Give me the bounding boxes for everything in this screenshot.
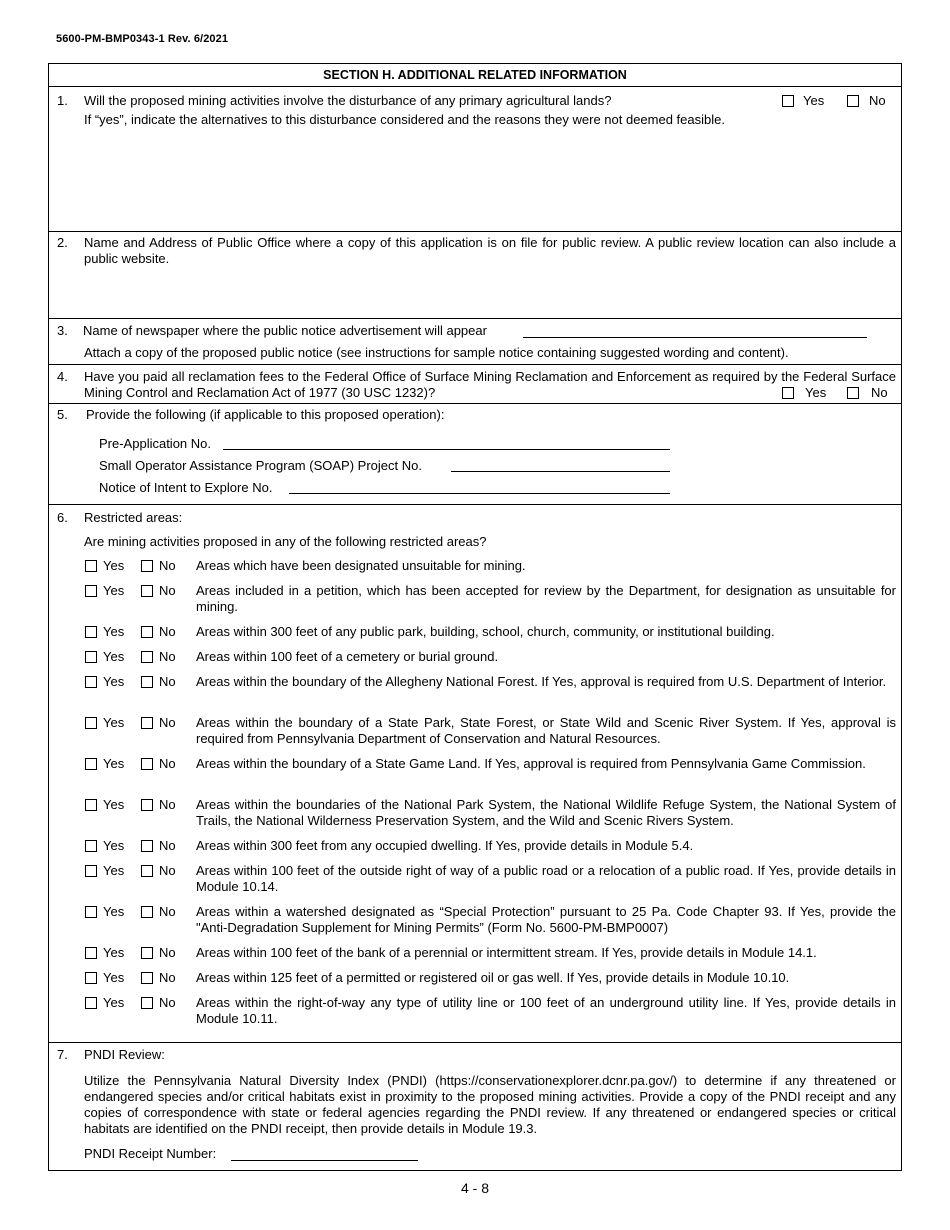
restricted-area-yes-checkbox[interactable]: [85, 972, 97, 984]
restricted-area-yes-checkbox[interactable]: [85, 560, 97, 572]
restricted-area-no-checkbox[interactable]: [141, 799, 153, 811]
restricted-area-no-checkbox[interactable]: [141, 865, 153, 877]
restricted-area-yes-label: Yes: [103, 583, 125, 598]
q5-number: 5.: [57, 407, 68, 422]
divider: [49, 364, 901, 365]
restricted-area-no-label: No: [159, 649, 176, 664]
q7-number: 7.: [57, 1047, 68, 1062]
q2-number: 2.: [57, 235, 68, 250]
q1-no-checkbox[interactable]: [847, 95, 859, 107]
restricted-area-yes-no: [85, 995, 193, 1011]
restricted-area-no-checkbox[interactable]: [141, 758, 153, 770]
divider: [49, 1042, 901, 1043]
pre-application-label: Pre-Application No.: [99, 436, 211, 451]
q4-number: 4.: [57, 369, 68, 384]
restricted-area-no-checkbox[interactable]: [141, 717, 153, 729]
restricted-area-yes-checkbox[interactable]: [85, 865, 97, 877]
page-number: 4 - 8: [460, 1180, 489, 1196]
notice-of-intent-field[interactable]: [289, 493, 670, 494]
q3-subtext: Attach a copy of the proposed public notice (see instructions for sample notice containing suggested wording and content).: [84, 345, 789, 360]
restricted-area-yes-label: Yes: [103, 674, 125, 689]
pndi-receipt-label: PNDI Receipt Number:: [84, 1146, 217, 1161]
divider: [49, 318, 901, 319]
q1-number: 1.: [57, 93, 68, 108]
restricted-area-yes-checkbox[interactable]: [85, 947, 97, 959]
restricted-area-yes-no: [85, 970, 193, 986]
restricted-area-yes-label: Yes: [103, 558, 125, 573]
restricted-area-yes-no: [85, 624, 193, 640]
restricted-area-yes-checkbox[interactable]: [85, 626, 97, 638]
restricted-area-yes-no: [85, 715, 193, 731]
restricted-area-text: Areas which have been designated unsuitable for mining.: [196, 558, 526, 573]
restricted-area-yes-checkbox[interactable]: [85, 906, 97, 918]
restricted-area-no-checkbox[interactable]: [141, 840, 153, 852]
restricted-area-yes-no: [85, 649, 193, 665]
restricted-area-no-checkbox[interactable]: [141, 585, 153, 597]
q1-text: Will the proposed mining activities involve the disturbance of any primary agricultural lands?: [84, 93, 612, 108]
restricted-area-text: Areas within the boundary of a State Game Land. If Yes, approval is required from Pennsylvania Game Commission.: [196, 756, 866, 771]
q4-text: Have you paid all reclamation fees to the Federal Office of Surface Mining Reclamation and Enforcement as required by the Federal Surface Mining Control and Reclamation Act of 1977 (30 USC 1232)?: [84, 369, 896, 400]
restricted-area-no-label: No: [159, 970, 176, 985]
q4-no-label: No: [869, 385, 892, 401]
restricted-area-yes-no: [85, 797, 193, 813]
restricted-area-yes-no: [85, 558, 193, 574]
notice-of-intent-label: Notice of Intent to Explore No.: [99, 480, 273, 495]
restricted-area-no-label: No: [159, 674, 176, 689]
restricted-area-yes-checkbox[interactable]: [85, 585, 97, 597]
restricted-area-yes-label: Yes: [103, 995, 125, 1010]
restricted-area-no-label: No: [159, 945, 176, 960]
restricted-area-yes-no: [85, 863, 193, 879]
restricted-area-text: Areas within 300 feet of any public park, building, school, church, community, or institutional building.: [196, 624, 775, 639]
q4-no-checkbox[interactable]: [847, 387, 859, 399]
section-h-frame: [48, 63, 902, 1171]
q7-text: Utilize the Pennsylvania Natural Diversity Index (PNDI) (https://conservationexplorer.dcnr.pa.gov/) to determine if any threatened or endangered species and/or critical habitats exist in proximity to the proposed mining activities. Provide a copy of the PNDI receipt and any copies of correspondence with state or federal agencies regarding the PNDI review. If any threatened or endangered species or critical habitats are identified on the PNDI receipt, then provide details in Module 19.3.: [84, 1073, 896, 1136]
section-title: SECTION H. ADDITIONAL RELATED INFORMATION: [49, 64, 901, 87]
restricted-area-no-label: No: [159, 838, 176, 853]
q4-yes-checkbox[interactable]: [782, 387, 794, 399]
restricted-area-text: Areas within the boundary of the Allegheny National Forest. If Yes, approval is required from U.S. Department of Interior.: [196, 674, 887, 689]
restricted-area-yes-label: Yes: [103, 624, 125, 639]
restricted-area-no-label: No: [159, 715, 176, 730]
restricted-area-yes-no: [85, 838, 193, 854]
q3-text: Name of newspaper where the public notice advertisement will appear: [83, 323, 487, 338]
restricted-area-yes-label: Yes: [103, 797, 125, 812]
restricted-area-no-label: No: [159, 995, 176, 1010]
restricted-area-yes-label: Yes: [103, 863, 125, 878]
q2-text: Name and Address of Public Office where a copy of this application is on file for public review. A public review location can also include a public website.: [84, 235, 896, 266]
restricted-area-no-label: No: [159, 797, 176, 812]
restricted-area-text: Areas within the boundaries of the National Park System, the National Wildlife Refuge System, the National System of Trails, the National Wilderness Preservation System, and the Wild and Scenic Rivers System.: [196, 797, 896, 828]
restricted-area-no-checkbox[interactable]: [141, 947, 153, 959]
divider: [49, 231, 901, 232]
restricted-area-text: Areas within 100 feet of a cemetery or burial ground.: [196, 649, 499, 664]
newspaper-name-field[interactable]: [523, 337, 867, 338]
q1-answer-area[interactable]: [57, 132, 893, 228]
restricted-area-text: Areas within 300 feet from any occupied dwelling. If Yes, provide details in Module 5.4.: [196, 838, 694, 853]
restricted-area-no-label: No: [159, 624, 176, 639]
soap-project-label: Small Operator Assistance Program (SOAP) Project No.: [99, 458, 422, 473]
restricted-area-yes-no: [85, 583, 193, 599]
restricted-area-yes-checkbox[interactable]: [85, 758, 97, 770]
q1-yes-label: Yes: [803, 93, 825, 108]
restricted-area-yes-label: Yes: [103, 970, 125, 985]
restricted-area-no-label: No: [159, 583, 176, 598]
q1-no-label: No: [869, 93, 886, 108]
restricted-area-yes-label: Yes: [103, 904, 125, 919]
restricted-area-no-label: No: [159, 558, 176, 573]
restricted-area-no-label: No: [159, 756, 176, 771]
restricted-area-yes-label: Yes: [103, 945, 125, 960]
restricted-area-no-checkbox[interactable]: [141, 972, 153, 984]
form-id: 5600-PM-BMP0343-1 Rev. 6/2021: [56, 33, 229, 45]
pre-application-field[interactable]: [223, 449, 670, 450]
divider: [49, 403, 901, 404]
restricted-area-no-checkbox[interactable]: [141, 676, 153, 688]
restricted-area-text: Areas within 125 feet of a permitted or registered oil or gas well. If Yes, provide details in Module 10.10.: [196, 970, 790, 985]
restricted-area-yes-checkbox[interactable]: [85, 799, 97, 811]
restricted-area-yes-checkbox[interactable]: [85, 651, 97, 663]
restricted-area-yes-no: [85, 904, 193, 920]
restricted-area-yes-no: [85, 756, 193, 772]
restricted-area-no-checkbox[interactable]: [141, 626, 153, 638]
restricted-area-text: Areas within the right-of-way any type of utility line or 100 feet of an underground utility line. If Yes, provide details in Module 10.11.: [196, 995, 896, 1026]
q6-title: Restricted areas:: [84, 510, 183, 525]
restricted-area-no-label: No: [159, 863, 176, 878]
soap-project-field[interactable]: [451, 471, 670, 472]
restricted-area-yes-checkbox[interactable]: [85, 676, 97, 688]
divider: [49, 504, 901, 505]
restricted-area-yes-checkbox[interactable]: [85, 997, 97, 1009]
q7-title: PNDI Review:: [84, 1047, 165, 1062]
restricted-area-yes-no: [85, 674, 193, 690]
restricted-area-yes-no: [85, 945, 193, 961]
restricted-area-yes-label: Yes: [103, 756, 125, 771]
restricted-area-text: Areas within 100 feet of the outside right of way of a public road or a relocation of a public road. If Yes, provide details in Module 10.14.: [196, 863, 896, 894]
q1-yes-checkbox[interactable]: [782, 95, 794, 107]
restricted-area-no-label: No: [159, 904, 176, 919]
restricted-area-yes-checkbox[interactable]: [85, 717, 97, 729]
restricted-area-text: Areas within the boundary of a State Park, State Forest, or State Wild and Scenic River System. If Yes, approval is required from Pennsylvania Department of Conservation and Natural Resources.: [196, 715, 896, 746]
restricted-area-text: Areas included in a petition, which has been accepted for review by the Department, for designation as unsuitable for mining.: [196, 583, 896, 614]
q6-question: Are mining activities proposed in any of the following restricted areas?: [84, 534, 487, 549]
q2-answer-area[interactable]: [57, 270, 893, 316]
q3-number: 3.: [57, 323, 68, 338]
q6-number: 6.: [57, 510, 68, 525]
q5-text: Provide the following (if applicable to this proposed operation):: [86, 407, 445, 422]
restricted-area-no-checkbox[interactable]: [141, 997, 153, 1009]
restricted-area-yes-label: Yes: [103, 715, 125, 730]
restricted-area-no-checkbox[interactable]: [141, 560, 153, 572]
pndi-receipt-field[interactable]: [231, 1160, 418, 1161]
q4-yes-label: Yes: [805, 385, 827, 400]
q1-subtext: If “yes”, indicate the alternatives to this disturbance considered and the reasons they were not deemed feasible.: [84, 112, 725, 127]
restricted-area-no-checkbox[interactable]: [141, 906, 153, 918]
restricted-area-yes-label: Yes: [103, 649, 125, 664]
restricted-area-yes-checkbox[interactable]: [85, 840, 97, 852]
restricted-area-yes-label: Yes: [103, 838, 125, 853]
restricted-area-no-checkbox[interactable]: [141, 651, 153, 663]
restricted-area-text: Areas within a watershed designated as “Special Protection” pursuant to 25 Pa. Code Chapter 93. If Yes, provide the "Anti-Degradation Supplement for Mining Permits” (Form No. 5600-PM-BMP0007): [196, 904, 896, 935]
restricted-area-text: Areas within 100 feet of the bank of a perennial or intermittent stream. If Yes, provide details in Module 14.1.: [196, 945, 817, 960]
